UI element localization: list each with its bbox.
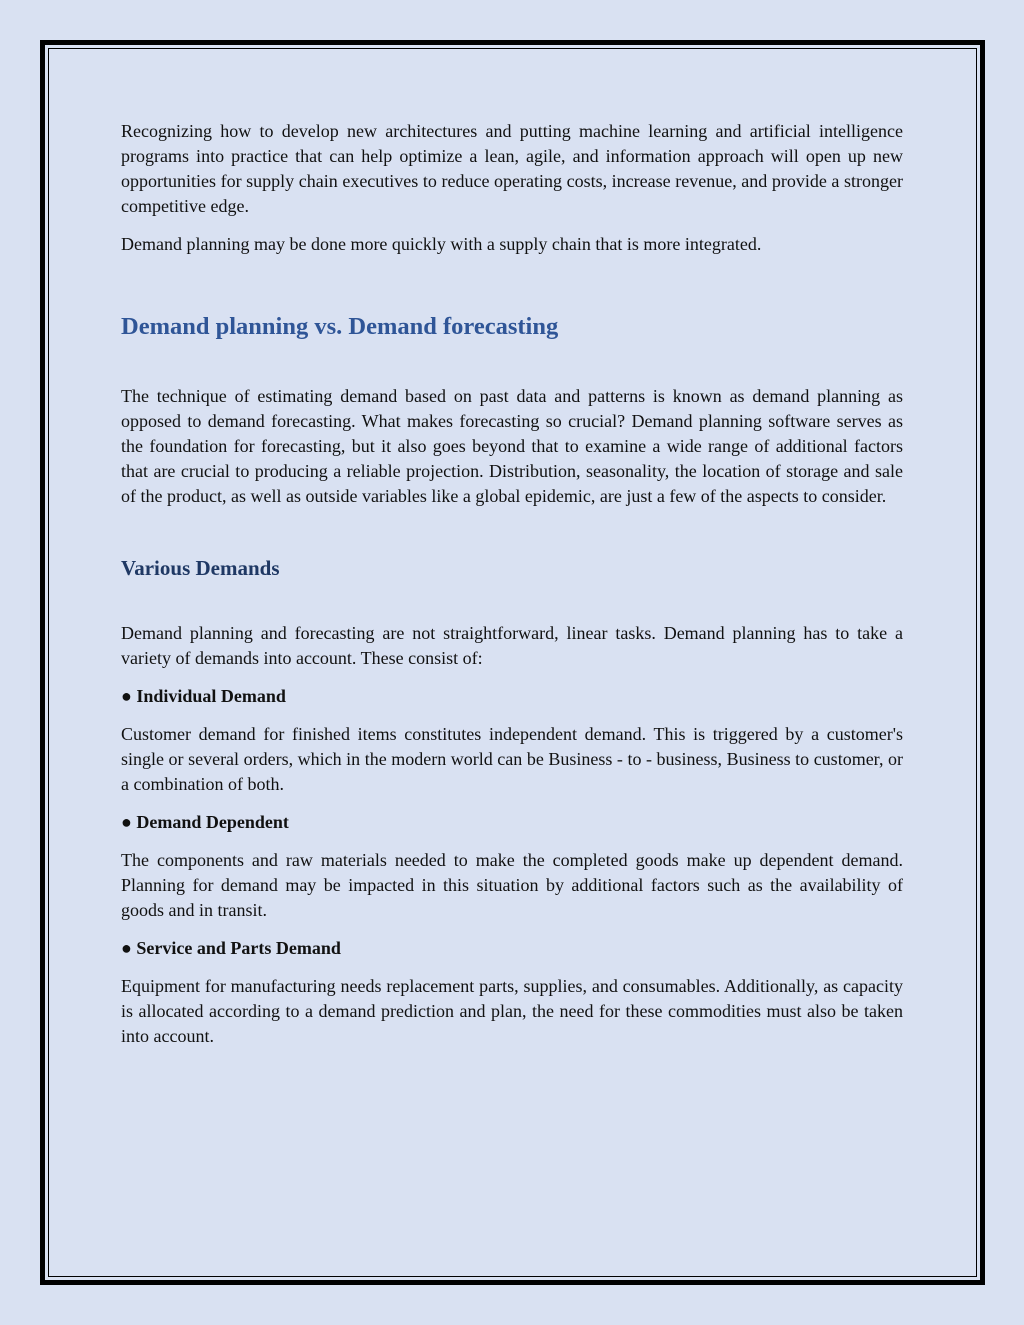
intro-paragraph-1: Recognizing how to develop new architectures and putting machine learning and artificial intelligence programs into practice that can help optimize a lean, agile, and information approach will open up new opportunities for supply chain executives to reduce operating costs, increase revenue, and provide a stronger competitive edge.: [121, 121, 903, 216]
bullet-text-demand-dependent: The components and raw materials needed to make the completed goods make up dependent demand. Planning for demand may be impacted in this situation by additional factors such as the availability of goods and in transit.: [121, 850, 903, 920]
section-1-paragraph: The technique of estimating demand based on past data and patterns is known as demand planning as opposed to demand forecasting. What makes forecasting so crucial? Demand planning software serves as the foundation for forecasting, but it also goes beyond that to examine a wide range of additional factors that are crucial to producing a reliable projection. Distribution, seasonality, the location of storage and sale of the product, as well as outside variables like a global epidemic, are just a few of the aspects to consider.: [121, 386, 903, 506]
bullet-text-service-parts-demand: Equipment for manufacturing needs replacement parts, supplies, and consumables. Additionally, as capacity is allocated according to a demand prediction and plan, the need for these commodities must also be taken into account.: [121, 976, 903, 1046]
bullet-text-individual-demand: Customer demand for finished items constitutes independent demand. This is triggered by a customer's single or several orders, which in the modern world can be Business - to - business, Business to customer, or a combination of both.: [121, 724, 903, 794]
section-title-demand-planning-vs-forecasting: Demand planning vs. Demand forecasting: [121, 313, 559, 340]
section-2-paragraph: Demand planning and forecasting are not straightforward, linear tasks. Demand planning has to take a variety of demands into account. These consist of:: [121, 623, 903, 668]
bullet-heading-individual-demand: ● Individual Demand: [121, 686, 286, 706]
document-body: [121, 119, 903, 1049]
section-title-various-demands: Various Demands: [121, 556, 280, 580]
intro-paragraph-2: Demand planning may be done more quickly with a supply chain that is more integrated.: [121, 234, 762, 254]
bullet-heading-service-parts-demand: ● Service and Parts Demand: [121, 938, 341, 958]
bullet-heading-demand-dependent: ● Demand Dependent: [121, 812, 289, 832]
